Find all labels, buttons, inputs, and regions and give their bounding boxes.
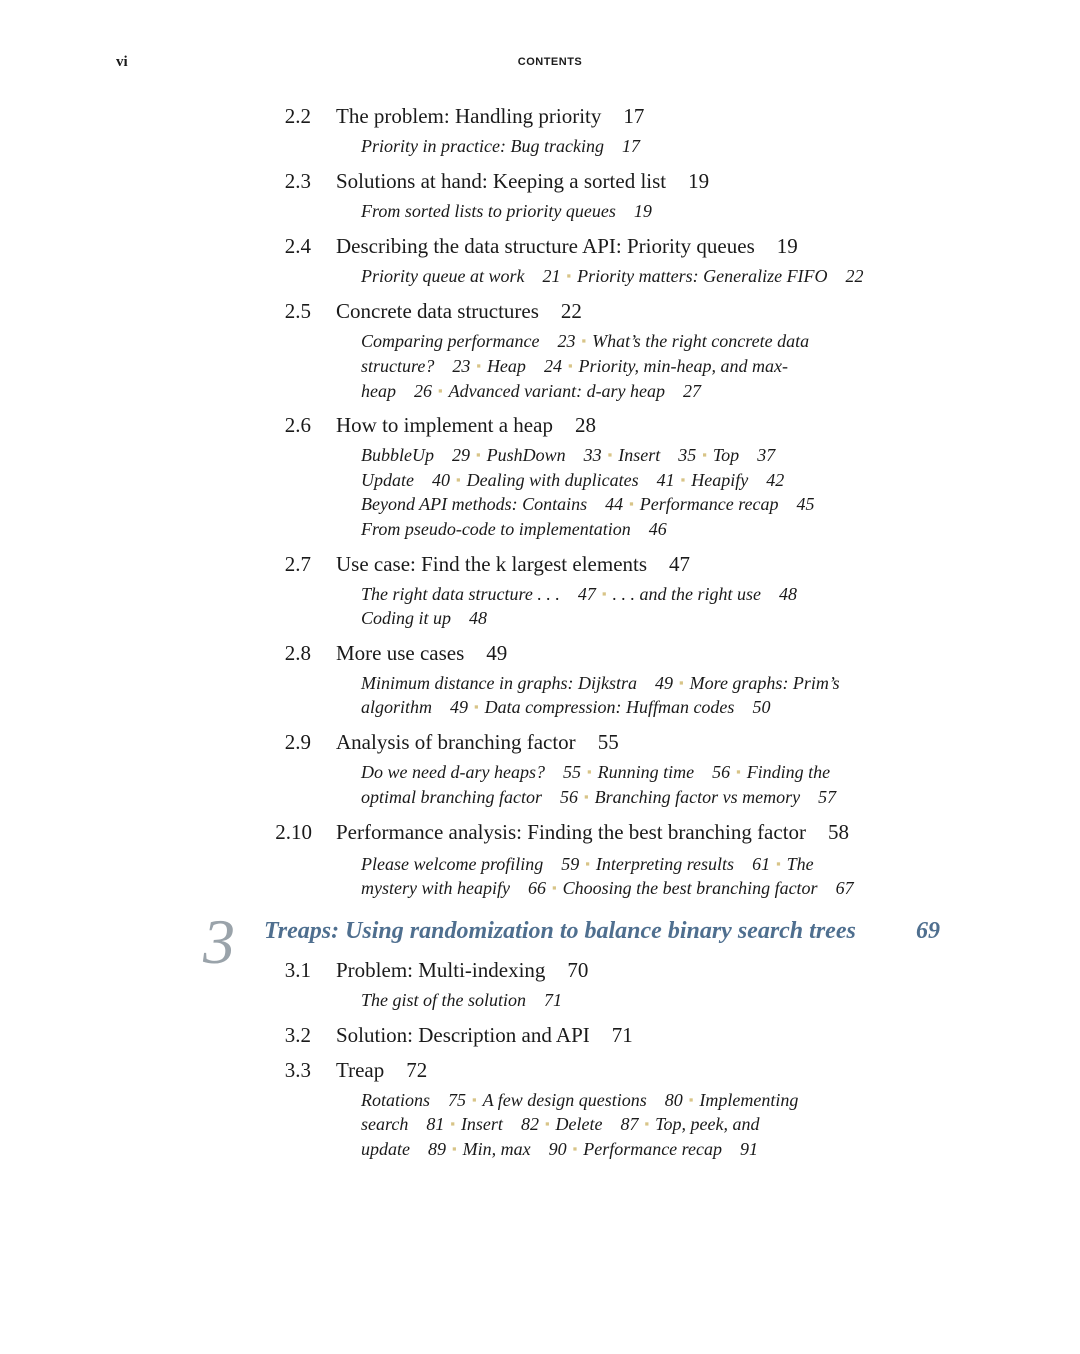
section-number: 3.1	[284, 958, 311, 982]
subsection-page[interactable]: 48	[469, 608, 488, 628]
subsection-title[interactable]: BubbleUp	[361, 445, 434, 465]
subsection-line	[361, 852, 814, 879]
subsection-title[interactable]: Comparing performance	[361, 331, 540, 351]
subsection-title[interactable]: The	[786, 854, 814, 874]
subsection-page[interactable]: 46	[648, 519, 667, 539]
subsection-title[interactable]: Top, peek, and	[655, 1114, 760, 1134]
separator-bullet: ▪	[702, 447, 707, 462]
section-title-text[interactable]: Solution: Description and API	[336, 1023, 590, 1047]
separator-bullet: ▪	[776, 856, 781, 871]
subsection-line	[361, 329, 809, 356]
separator-bullet: ▪	[679, 675, 684, 690]
subsection-page[interactable]: 66	[527, 878, 546, 898]
section-number: 2.5	[284, 299, 311, 323]
subsection-line	[361, 785, 836, 812]
section-title[interactable]	[336, 820, 849, 845]
subsection-page[interactable]: 81	[426, 1114, 445, 1134]
separator-bullet: ▪	[450, 1116, 455, 1131]
subsection-page[interactable]: 35	[678, 445, 697, 465]
separator-bullet: ▪	[452, 1141, 457, 1156]
section-page[interactable]: 47	[669, 552, 691, 576]
subsection-title[interactable]: Heap	[486, 356, 526, 376]
section-number: 3.3	[284, 1058, 311, 1082]
separator-bullet: ▪	[629, 496, 634, 511]
subsection-title[interactable]: Heapify	[691, 470, 749, 490]
separator-bullet: ▪	[572, 1141, 578, 1156]
section-number: 2.7	[284, 552, 311, 576]
section-page[interactable]: 28	[574, 413, 596, 437]
section-title[interactable]	[336, 234, 798, 259]
subsection-page[interactable]: 87	[620, 1114, 639, 1134]
subsection-line	[361, 354, 788, 381]
subsection-line	[361, 1137, 758, 1164]
section-page[interactable]: 19	[688, 169, 710, 193]
subsection-page[interactable]: 67	[835, 878, 854, 898]
section-title[interactable]	[336, 1023, 633, 1048]
section-title-text[interactable]: Performance analysis: Finding the best branching factor	[336, 820, 807, 844]
subsection-line	[361, 988, 562, 1013]
subsection-page[interactable]: 23	[452, 356, 471, 376]
section-page[interactable]: 49	[486, 641, 508, 665]
subsection-page[interactable]: 75	[448, 1090, 467, 1110]
subsection-title[interactable]: Coding it up	[361, 608, 452, 628]
subsection-title[interactable]: More graphs: Prim’s	[689, 673, 840, 693]
subsection-page[interactable]: 61	[752, 854, 771, 874]
subsection-page[interactable]: 19	[633, 201, 652, 221]
subsection-title[interactable]: Branching factor vs memory	[594, 787, 801, 807]
section-title-text[interactable]: Problem: Multi-indexing	[336, 958, 546, 982]
subsection-page[interactable]: 24	[543, 356, 562, 376]
subsection-title[interactable]: algorithm	[361, 697, 433, 717]
subsection-page[interactable]: 27	[683, 381, 702, 401]
subsection-title[interactable]: Running time	[597, 762, 695, 782]
subsection-line	[361, 695, 770, 722]
chapter-page[interactable]: 69	[916, 918, 940, 944]
subsection-page[interactable]: 59	[561, 854, 580, 874]
section-title-text[interactable]: Analysis of branching factor	[336, 730, 576, 754]
subsection-line	[361, 443, 775, 470]
running-header: CONTENTS	[517, 56, 583, 68]
subsection-page[interactable]: 49	[450, 697, 469, 717]
section-title-text[interactable]: The problem: Handling priority	[336, 104, 602, 128]
subsection-title[interactable]: A few design questions	[482, 1090, 647, 1110]
subsection-title[interactable]: Dealing with duplicates	[466, 470, 639, 490]
subsection-title[interactable]: Priority, min-heap, and max-	[578, 356, 789, 376]
chapter-title[interactable]: Treaps: Using randomization to balance binary search trees	[264, 918, 856, 944]
separator-bullet: ▪	[584, 789, 589, 804]
subsection-page[interactable]: 33	[583, 445, 602, 465]
section-title-text[interactable]: How to implement a heap	[336, 413, 553, 437]
subsection-line	[361, 199, 652, 224]
section-title-text[interactable]: Use case: Find the k largest elements	[336, 552, 648, 576]
subsection-title[interactable]: Performance recap	[639, 494, 779, 514]
section-title-text[interactable]: Describing the data structure API: Priority queues	[336, 234, 755, 258]
subsection-title[interactable]: Top	[712, 445, 740, 465]
subsection-title[interactable]: heap	[361, 381, 396, 401]
subsection-title[interactable]: Beyond API methods: Contains	[361, 494, 588, 514]
subsection-page[interactable]: 82	[520, 1114, 539, 1134]
section-title[interactable]	[336, 552, 690, 577]
subsection-title[interactable]: The right data structure . . .	[361, 584, 560, 604]
subsection-page[interactable]: 80	[664, 1090, 683, 1110]
section-title[interactable]	[336, 958, 588, 983]
subsection-title[interactable]: Priority in practice: Bug tracking	[361, 136, 604, 156]
section-number: 2.8	[284, 641, 311, 665]
subsection-title[interactable]: . . . and the right use	[612, 584, 761, 604]
subsection-title[interactable]: Min, max	[462, 1139, 531, 1159]
subsection-page[interactable]: 21	[542, 266, 561, 286]
separator-bullet: ▪	[567, 358, 573, 373]
chapter-number: 3	[203, 906, 235, 977]
subsection-line	[361, 760, 830, 787]
subsection-page[interactable]: 55	[562, 762, 581, 782]
separator-bullet: ▪	[607, 447, 613, 462]
subsection-title[interactable]: Update	[361, 470, 414, 490]
subsection-page[interactable]: 71	[544, 990, 563, 1010]
section-title-text[interactable]: More use cases	[336, 641, 465, 665]
subsection-title[interactable]: Interpreting results	[595, 854, 735, 874]
section-title[interactable]	[336, 641, 507, 666]
section-title-text[interactable]: Treap	[336, 1058, 385, 1082]
subsection-page[interactable]: 91	[740, 1139, 758, 1159]
subsection-title[interactable]: Do we need d-ary heaps?	[361, 762, 545, 782]
subsection-title[interactable]: Rotations	[361, 1090, 431, 1110]
subsection-title[interactable]: Minimum distance in graphs: Dijkstra	[361, 673, 637, 693]
section-title[interactable]	[336, 1058, 427, 1083]
subsection-title[interactable]: The gist of the solution	[361, 990, 527, 1010]
subsection-title[interactable]: Advanced variant: d-ary heap	[448, 381, 666, 401]
section-number: 3.2	[284, 1023, 311, 1047]
subsection-title[interactable]: Insert	[460, 1114, 503, 1134]
section-number: 2.9	[284, 730, 311, 754]
separator-bullet: ▪	[551, 880, 557, 895]
subsection-title[interactable]: structure?	[361, 356, 435, 376]
section-page[interactable]: 55	[597, 730, 619, 754]
subsection-page[interactable]: 17	[621, 136, 640, 156]
subsection-title[interactable]: From pseudo-code to implementation	[361, 519, 631, 539]
section-page[interactable]: 17	[623, 104, 645, 128]
subsection-page[interactable]: 22	[845, 266, 864, 286]
section-number: 2.4	[284, 234, 311, 258]
separator-bullet: ▪	[566, 268, 572, 283]
separator-bullet: ▪	[476, 358, 481, 373]
subsection-title[interactable]: Implementing	[699, 1090, 799, 1110]
separator-bullet: ▪	[456, 472, 461, 487]
subsection-title[interactable]: Finding the	[746, 762, 831, 782]
subsection-page[interactable]: 47	[577, 584, 596, 604]
separator-bullet: ▪	[688, 1092, 694, 1107]
subsection-page[interactable]: 90	[548, 1139, 567, 1159]
subsection-page[interactable]: 57	[818, 787, 837, 807]
subsection-page[interactable]: 42	[766, 470, 785, 490]
subsection-title[interactable]: Please welcome profiling	[361, 854, 544, 874]
separator-bullet: ▪	[586, 764, 592, 779]
section-number: 2.6	[284, 413, 311, 437]
section-page[interactable]: 22	[560, 299, 582, 323]
subsection-line	[361, 582, 797, 609]
subsection-page[interactable]: 56	[560, 787, 578, 807]
section-title[interactable]	[336, 299, 582, 324]
subsection-page[interactable]: 44	[605, 494, 624, 514]
section-title[interactable]	[336, 730, 619, 755]
separator-bullet: ▪	[644, 1116, 650, 1131]
subsection-line	[361, 606, 487, 631]
subsection-page[interactable]: 49	[655, 673, 673, 693]
subsection-title[interactable]: Priority matters: Generalize FIFO	[577, 266, 828, 286]
subsection-line	[361, 876, 854, 903]
separator-bullet: ▪	[472, 1092, 477, 1107]
subsection-title[interactable]: From sorted lists to priority queues	[361, 201, 616, 221]
subsection-page[interactable]: 45	[796, 494, 815, 514]
subsection-title[interactable]: PushDown	[486, 445, 566, 465]
subsection-page[interactable]: 26	[414, 381, 432, 401]
subsection-title[interactable]: optimal branching factor	[361, 787, 542, 807]
subsection-title[interactable]: Data compression: Huffman codes	[484, 697, 735, 717]
subsection-page[interactable]: 89	[428, 1139, 446, 1159]
subsection-page[interactable]: 29	[451, 445, 470, 465]
subsection-line	[361, 264, 864, 291]
subsection-title[interactable]: Priority queue at work	[361, 266, 525, 286]
section-page[interactable]: 72	[406, 1058, 428, 1082]
separator-bullet: ▪	[438, 383, 443, 398]
separator-bullet: ▪	[475, 447, 481, 462]
subsection-page[interactable]: 37	[757, 445, 776, 465]
subsection-line	[361, 517, 667, 542]
subsection-title[interactable]: Insert	[618, 445, 661, 465]
subsection-title[interactable]: Performance recap	[583, 1139, 722, 1159]
section-title[interactable]	[336, 104, 644, 129]
page-number: vi	[116, 54, 128, 70]
section-title[interactable]	[336, 169, 709, 194]
subsection-page[interactable]: 48	[778, 584, 797, 604]
subsection-page[interactable]: 50	[752, 697, 771, 717]
subsection-line	[361, 468, 784, 495]
separator-bullet: ▪	[736, 764, 741, 779]
separator-bullet: ▪	[474, 699, 479, 714]
subsection-line	[361, 1112, 759, 1139]
subsection-page[interactable]: 41	[656, 470, 675, 490]
separator-bullet: ▪	[680, 472, 686, 487]
subsection-line	[361, 671, 840, 698]
subsection-title[interactable]: Choosing the best branching factor	[562, 878, 818, 898]
subsection-title[interactable]: mystery with heapify	[361, 878, 510, 898]
separator-bullet: ▪	[581, 333, 587, 348]
section-number: 2.2	[284, 104, 311, 128]
subsection-page[interactable]: 56	[712, 762, 731, 782]
subsection-title[interactable]: What’s the right concrete data	[592, 331, 810, 351]
separator-bullet: ▪	[601, 586, 607, 601]
section-page[interactable]: 19	[776, 234, 798, 258]
section-page[interactable]: 70	[567, 958, 589, 982]
section-page[interactable]: 71	[611, 1023, 633, 1047]
subsection-line	[361, 379, 701, 406]
separator-bullet: ▪	[585, 856, 590, 871]
subsection-line	[361, 492, 815, 519]
subsection-line	[361, 134, 640, 159]
section-number: 2.3	[284, 169, 311, 193]
subsection-page[interactable]: 23	[557, 331, 576, 351]
section-page[interactable]: 58	[828, 820, 850, 844]
subsection-line	[361, 1088, 798, 1115]
subsection-title[interactable]: update	[361, 1139, 410, 1159]
subsection-title[interactable]: search	[361, 1114, 409, 1134]
subsection-title[interactable]: Delete	[555, 1114, 603, 1134]
section-number: 2.10	[275, 820, 312, 844]
section-title-text[interactable]: Concrete data structures	[336, 299, 539, 323]
separator-bullet: ▪	[544, 1116, 550, 1131]
section-title-text[interactable]: Solutions at hand: Keeping a sorted list	[336, 169, 667, 193]
section-title[interactable]	[336, 413, 596, 438]
subsection-page[interactable]: 40	[432, 470, 450, 490]
